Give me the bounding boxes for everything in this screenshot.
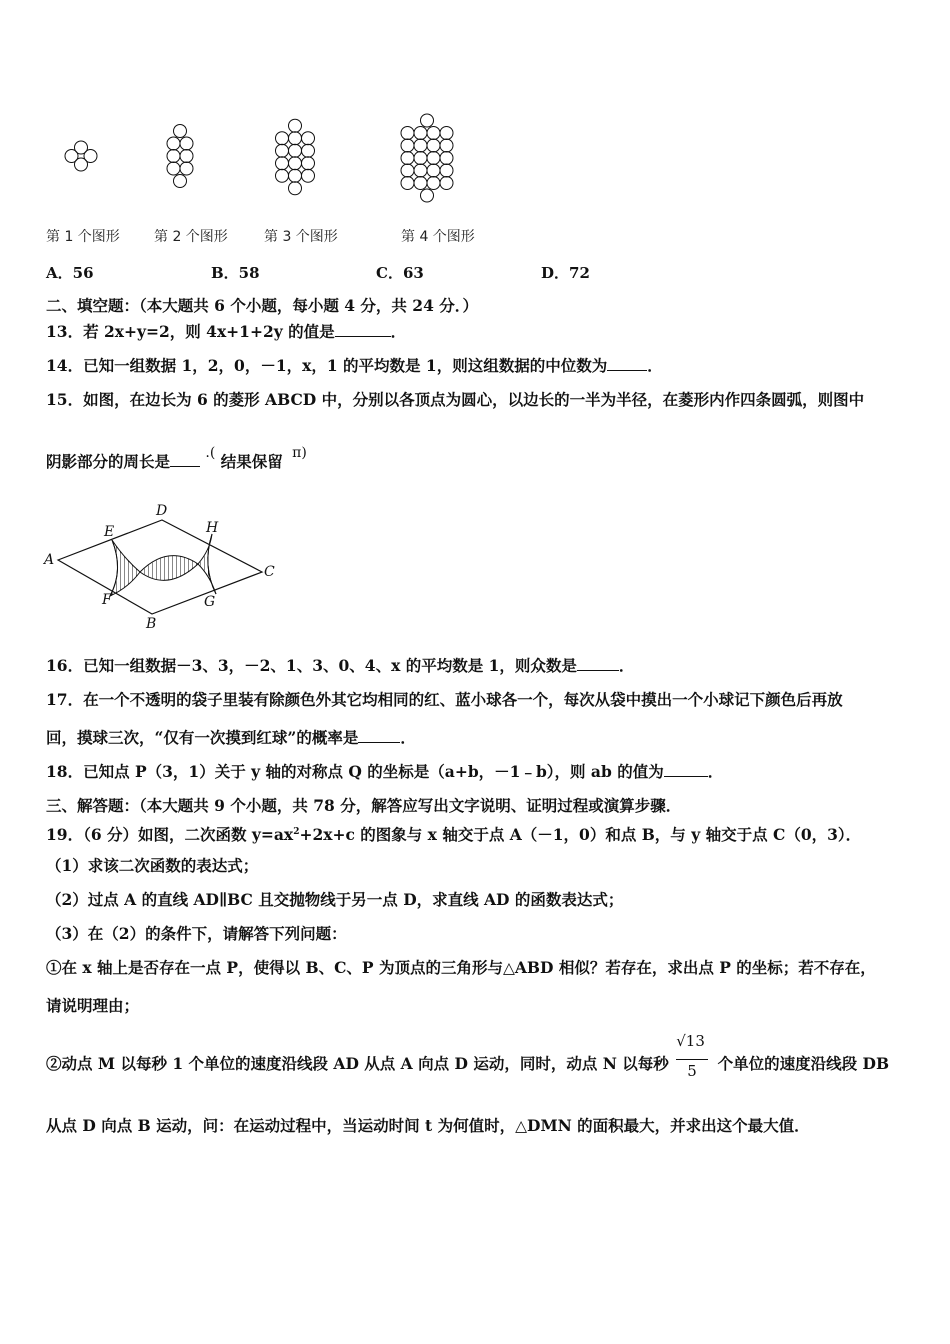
label-f: F bbox=[102, 592, 112, 608]
pattern-circle bbox=[401, 177, 414, 190]
q15-pi: π) bbox=[292, 445, 307, 461]
pattern-circle bbox=[75, 141, 88, 154]
caption-figure-4: 第 4 个图形 bbox=[401, 229, 475, 245]
pattern-circle bbox=[427, 127, 440, 140]
q19-part3: （3）在（2）的条件下，请解答下列问题： bbox=[46, 924, 347, 943]
q13-blank bbox=[335, 322, 391, 337]
question-14 bbox=[46, 356, 663, 376]
q15-paren: .( bbox=[205, 445, 216, 461]
pattern-circle bbox=[167, 150, 180, 163]
pattern-circle bbox=[289, 182, 302, 195]
pattern-circle bbox=[401, 152, 414, 165]
option-d: D．72 bbox=[541, 264, 590, 282]
pattern-circle bbox=[167, 137, 180, 150]
pattern-circle bbox=[421, 189, 434, 202]
pattern-circle bbox=[401, 139, 414, 152]
q15-keep: 结果保留 bbox=[220, 452, 283, 471]
pattern-circle bbox=[289, 119, 302, 132]
pattern-circle bbox=[302, 144, 315, 157]
label-e: E bbox=[104, 524, 115, 540]
option-a: A．56 bbox=[46, 264, 94, 282]
q19-case2-line2: 从点 D 向点 B 运动，问：在运动过程中，当运动时间 t 为何值时，△DMN 的面积最大，并求出这个最大值． bbox=[46, 1116, 810, 1135]
caption-figure-2: 第 2 个图形 bbox=[154, 229, 228, 245]
q16-blank bbox=[577, 656, 619, 671]
shaded-region-middle bbox=[140, 556, 198, 581]
q19-part1: （1）求该二次函数的表达式； bbox=[46, 856, 259, 875]
label-c: C bbox=[264, 564, 275, 580]
pattern-circle bbox=[440, 152, 453, 165]
question-13 bbox=[46, 322, 406, 342]
q18-after: ． bbox=[707, 762, 724, 781]
pattern-circle bbox=[440, 139, 453, 152]
pattern-circle bbox=[302, 169, 315, 182]
q19-sup: 2 bbox=[293, 827, 300, 837]
q16-text: 16．已知一组数据－3、3，－2、1、3、0、4、x 的平均数是 1，则众数是 bbox=[46, 656, 577, 675]
label-h: H bbox=[206, 520, 219, 536]
q14-blank bbox=[607, 356, 647, 371]
pattern-circle bbox=[440, 127, 453, 140]
label-d: D bbox=[156, 503, 168, 519]
section3-heading: 三、解答题：（本大题共 9 个小题，共 78 分，解答应写出文字说明、证明过程或演算步骤． bbox=[46, 796, 682, 815]
pattern-circle bbox=[440, 164, 453, 177]
q19-c2-fraction bbox=[676, 1032, 710, 1080]
q19-case2-line1 bbox=[46, 1032, 890, 1080]
pattern-circle bbox=[414, 164, 427, 177]
q19-post: +2x+c 的图象与 x 轴交于点 A（－1，0）和点 B，与 y 轴交于点 C（0，3）． bbox=[299, 825, 862, 845]
label-b: B bbox=[146, 616, 157, 632]
question-17-line1: 17．在一个不透明的袋子里装有除颜色外其它均相同的红、蓝小球各一个，每次从袋中摸出一个小球记下颜色后再放 bbox=[46, 690, 843, 709]
question-16 bbox=[46, 656, 634, 676]
label-g: G bbox=[204, 594, 216, 610]
pattern-circle bbox=[276, 157, 289, 170]
q19-c2-post: 个单位的速度沿线段 DB bbox=[717, 1054, 890, 1073]
section2-heading: 二、填空题：（本大题共 6 个小题，每小题 4 分，共 24 分．） bbox=[46, 296, 479, 315]
q19-frac-den: 5 bbox=[687, 1062, 697, 1080]
q19-case1-line1: ①在 x 轴上是否存在一点 P，使得以 B、C、P 为顶点的三角形与△ABD 相似？若存在，求出点 P 的坐标；若不存在， bbox=[46, 958, 876, 977]
question-15-line1: 15．如图，在边长为 6 的菱形 ABCD 中，分别以各顶点为圆心，以边长的一半为半径，在菱形内作四条圆弧，则图中 bbox=[46, 390, 865, 409]
pattern-circle bbox=[421, 114, 434, 127]
q19-frac-bar bbox=[676, 1059, 708, 1060]
pattern-circle bbox=[414, 139, 427, 152]
q19-frac-num: √13 bbox=[676, 1032, 705, 1050]
question-15-line2 bbox=[46, 445, 307, 473]
q15-line2-text: 阴影部分的周长是 bbox=[46, 452, 171, 471]
circle-pattern-figure bbox=[40, 100, 520, 210]
pattern-circle bbox=[289, 132, 302, 145]
pattern-circle bbox=[75, 158, 88, 171]
pattern-circle bbox=[180, 150, 193, 163]
question-18 bbox=[46, 762, 723, 782]
q13-after: ． bbox=[390, 322, 407, 341]
pattern-circle bbox=[289, 144, 302, 157]
arc-c bbox=[208, 534, 216, 594]
pattern-circle bbox=[440, 177, 453, 190]
pattern-circle bbox=[302, 157, 315, 170]
pattern-circle bbox=[302, 132, 315, 145]
pattern-circle bbox=[276, 169, 289, 182]
q19-c2-pre: ②动点 M 以每秒 1 个单位的速度沿线段 AD 从点 A 向点 D 运动，同时，动点 N 以每秒 bbox=[46, 1054, 669, 1073]
q19-pre: 19．（6 分）如图，二次函数 y=ax bbox=[46, 825, 294, 845]
pattern-circle bbox=[174, 125, 187, 138]
q18-blank bbox=[664, 762, 708, 777]
pattern-circle bbox=[427, 139, 440, 152]
pattern-circle bbox=[414, 127, 427, 140]
pattern-circle bbox=[414, 152, 427, 165]
label-a: A bbox=[44, 552, 55, 568]
question-17-line2 bbox=[46, 728, 416, 748]
question-19 bbox=[46, 822, 861, 845]
caption-figure-3: 第 3 个图形 bbox=[264, 229, 338, 245]
pattern-circle bbox=[167, 162, 180, 175]
option-c: C．63 bbox=[376, 264, 424, 282]
pattern-circle bbox=[427, 164, 440, 177]
q17-after: ． bbox=[400, 728, 416, 747]
q18-text: 18．已知点 P（3，1）关于 y 轴的对称点 Q 的坐标是（a+b，－1﹣b），则 ab 的值为 bbox=[46, 762, 664, 781]
q17-blank bbox=[358, 728, 400, 743]
q14-after: ． bbox=[647, 356, 663, 375]
pattern-circle bbox=[401, 127, 414, 140]
q14-text: 14．已知一组数据 1，2，0，－1，x，1 的平均数是 1，则这组数据的中位数为 bbox=[46, 356, 608, 375]
pattern-circle bbox=[289, 157, 302, 170]
q19-part2: （2）过点 A 的直线 AD∥BC 且交抛物线于另一点 D，求直线 AD 的函数表达式； bbox=[46, 890, 624, 909]
q16-after: ． bbox=[618, 656, 635, 675]
pattern-circle bbox=[289, 169, 302, 182]
caption-figure-1: 第 1 个图形 bbox=[46, 229, 120, 245]
pattern-circle bbox=[180, 137, 193, 150]
pattern-circle bbox=[427, 152, 440, 165]
q17-text: 回，摸球三次，“仅有一次摸到红球”的概率是 bbox=[46, 728, 359, 747]
pattern-circle bbox=[401, 164, 414, 177]
pattern-circle bbox=[180, 162, 193, 175]
q15-blank bbox=[170, 452, 200, 467]
pattern-circle bbox=[174, 175, 187, 188]
q13-text: 13．若 2x+y=2，则 4x+1+2y 的值是 bbox=[46, 322, 335, 341]
rhombus-figure bbox=[40, 500, 280, 630]
option-b: B．58 bbox=[211, 264, 260, 282]
pattern-circle bbox=[414, 177, 427, 190]
pattern-circle bbox=[276, 144, 289, 157]
pattern-circle bbox=[276, 132, 289, 145]
q19-case1-line2: 请说明理由； bbox=[46, 996, 140, 1015]
pattern-circle bbox=[427, 177, 440, 190]
